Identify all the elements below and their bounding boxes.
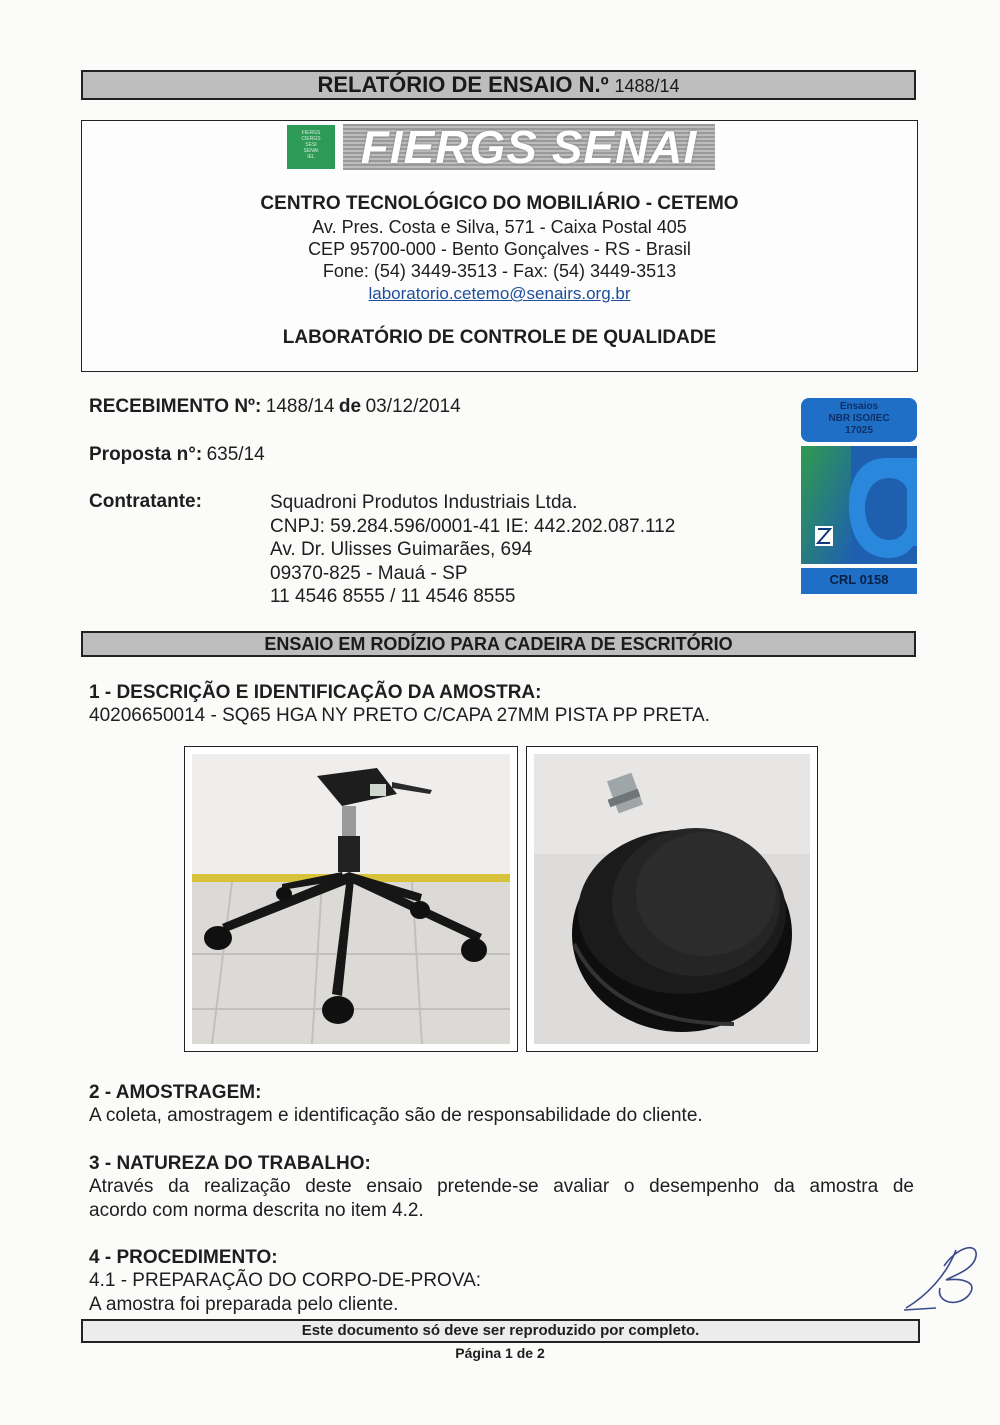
- photo-caster-wheel: [526, 746, 818, 1052]
- institution-email-link[interactable]: laboratorio.cetemo@senairs.org.br: [368, 284, 631, 303]
- client-city: 09370-825 - Mauá - SP: [270, 562, 468, 584]
- photo-chair-base: [184, 746, 518, 1052]
- section-2-title: 2 - AMOSTRAGEM:: [89, 1082, 262, 1103]
- report-title-bar: [81, 70, 916, 100]
- section-2-text: A coleta, amostragem e identificação são de responsabilidade do cliente.: [89, 1105, 703, 1126]
- section-4-text: A amostra foi preparada pelo cliente.: [89, 1294, 399, 1315]
- receipt-label: RECEBIMENTO Nº:: [89, 396, 262, 417]
- footer-notice-box: [81, 1319, 920, 1343]
- section-4-subtitle: 4.1 - PREPARAÇÃO DO CORPO-DE-PROVA:: [89, 1270, 482, 1291]
- page-number: Página 1 de 2: [455, 1345, 545, 1361]
- client-cnpj: CNPJ: 59.284.596/0001-41 IE: 442.202.087.112: [270, 515, 676, 537]
- receipt-de: de: [338, 396, 362, 417]
- report-number: 1488/14: [614, 76, 680, 96]
- lab-name: LABORATÓRIO DE CONTROLE DE QUALIDADE: [282, 327, 717, 348]
- institution-header: [81, 120, 918, 372]
- section-1-title: 1 - DESCRIÇÃO E IDENTIFICAÇÃO DA AMOSTRA:: [89, 682, 542, 703]
- receipt-number: 1488/14: [265, 396, 335, 417]
- institution-name: CENTRO TECNOLÓGICO DO MOBILIÁRIO - CETEMO: [260, 193, 739, 214]
- handwritten-initials: [896, 1236, 986, 1316]
- section-4-title: 4 - PROCEDIMENTO:: [89, 1247, 278, 1268]
- institution-phone: Fone: (54) 3449-3513 - Fax: (54) 3449-3513: [322, 261, 677, 281]
- section-1-text: 40206650014 - SQ65 HGA NY PRETO C/CAPA 27MM PISTA PP PRETA.: [89, 705, 710, 726]
- receipt-date: 03/12/2014: [365, 396, 461, 417]
- institution-address: Av. Pres. Costa e Silva, 571 - Caixa Postal 405: [312, 217, 687, 237]
- test-title: ENSAIO EM RODÍZIO PARA CADEIRA DE ESCRITÓRIO: [264, 634, 733, 654]
- client-name: Squadroni Produtos Industriais Ltda.: [270, 492, 578, 513]
- accreditation-code: CRL 0158: [829, 572, 889, 587]
- section-3-text-line-1: Através da realização deste ensaio pretende-se avaliar o desempenho da amostra de: [89, 1176, 914, 1197]
- institution-cep: CEP 95700-000 - Bento Gonçalves - RS - Brasil: [308, 239, 691, 259]
- section-3-text-line-2: acordo com norma descrita no item 4.2.: [89, 1200, 424, 1221]
- footer-notice: Este documento só deve ser reproduzido por completo.: [301, 1322, 700, 1339]
- test-title-bar: [81, 631, 916, 657]
- fiergs-senai-logo: FIERGS SENAI: [360, 121, 698, 173]
- section-3-title: 3 - NATUREZA DO TRABALHO:: [89, 1153, 371, 1174]
- accreditation-badge: [801, 398, 917, 594]
- receipt-line: [89, 396, 461, 418]
- client-address: Av. Dr. Ulisses Guimarães, 694: [270, 539, 533, 560]
- proposal-line: [89, 444, 265, 466]
- report-title: RELATÓRIO DE ENSAIO N.º: [317, 72, 609, 97]
- proposal-label: Proposta n°:: [89, 444, 203, 465]
- client-label: Contratante:: [89, 491, 202, 512]
- client-details: [270, 491, 675, 609]
- fiergs-system-logo: FIERGS CIERGS SESI SENAI IEL: [287, 125, 335, 169]
- proposal-number: 635/14: [206, 444, 265, 465]
- client-phone: 11 4546 8555 / 11 4546 8555: [270, 586, 516, 607]
- accreditation-header: Ensaios NBR ISO/IEC 17025: [828, 401, 890, 436]
